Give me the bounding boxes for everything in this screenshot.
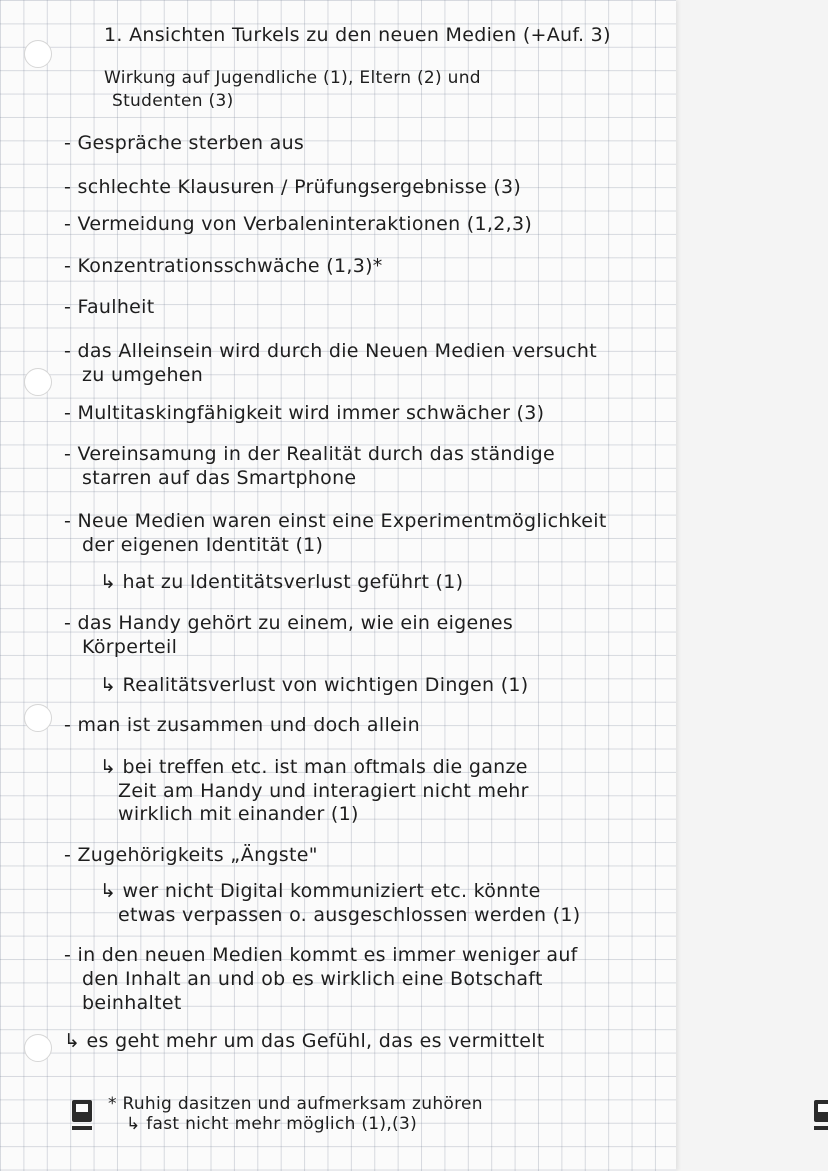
note-line: * Ruhig dasitzen und aufmerksam zuhören	[108, 1094, 483, 1114]
note-line: ↳ hat zu Identitätsverlust geführt (1)	[100, 571, 464, 593]
note-line: etwas verpassen o. ausgeschlossen werden (1)	[118, 904, 581, 926]
punch-hole	[24, 1034, 52, 1062]
note-line: - Konzentrationsschwäche (1,3)*	[64, 255, 383, 277]
note-line: wirklich mit einander (1)	[118, 803, 359, 825]
note-line: ↳ fast nicht mehr möglich (1),(3)	[126, 1114, 418, 1134]
note-heading: 1. Ansichten Turkels zu den neuen Medien (+Auf. 3)	[104, 24, 611, 46]
note-line: - man ist zusammen und doch allein	[64, 714, 420, 736]
note-line: - Neue Medien waren einst eine Experimentmöglichkeit	[64, 510, 607, 532]
note-line: starren auf das Smartphone	[82, 467, 357, 489]
note-subheading: Studenten (3)	[112, 91, 234, 111]
punch-hole	[24, 368, 52, 396]
note-line: Zeit am Handy und interagiert nicht mehr	[118, 780, 529, 802]
note-line: Körperteil	[82, 636, 178, 658]
note-line: ↳ Realitätsverlust von wichtigen Dingen (1)	[100, 674, 529, 696]
note-line: - in den neuen Medien kommt es immer weniger auf	[64, 944, 578, 966]
note-line: der eigenen Identität (1)	[82, 534, 324, 556]
punch-hole	[24, 704, 52, 732]
note-line: beinhaltet	[82, 992, 182, 1014]
note-line: - Vereinsamung in der Realität durch das ständige	[64, 443, 556, 465]
note-line: - das Alleinsein wird durch die Neuen Medien versucht	[64, 340, 597, 362]
note-line: ↳ wer nicht Digital kommuniziert etc. könnte	[100, 880, 541, 902]
note-line: ↳ es geht mehr um das Gefühl, das es vermittelt	[64, 1030, 545, 1052]
note-line: - das Handy gehört zu einem, wie ein eigenes	[64, 612, 514, 634]
note-line: - Gespräche sterben aus	[64, 132, 305, 154]
note-line: ↳ bei treffen etc. ist man oftmals die ganze	[100, 756, 528, 778]
note-line: - Multitaskingfähigkeit wird immer schwächer (3)	[64, 402, 545, 424]
note-line: - Vermeidung von Verbaleninteraktionen (1,2,3)	[64, 213, 533, 235]
document-icon	[72, 1100, 92, 1122]
note-line: zu umgehen	[82, 364, 204, 386]
note-line: - schlechte Klausuren / Prüfungsergebnisse (3)	[64, 176, 522, 198]
next-page-document-icon	[814, 1100, 828, 1122]
note-line: - Faulheit	[64, 296, 155, 318]
punch-hole	[24, 40, 52, 68]
note-line: - Zugehörigkeits „Ängste"	[64, 844, 318, 866]
note-line: den Inhalt an und ob es wirklich eine Botschaft	[82, 968, 543, 990]
note-subheading: Wirkung auf Jugendliche (1), Eltern (2) und	[104, 68, 481, 88]
